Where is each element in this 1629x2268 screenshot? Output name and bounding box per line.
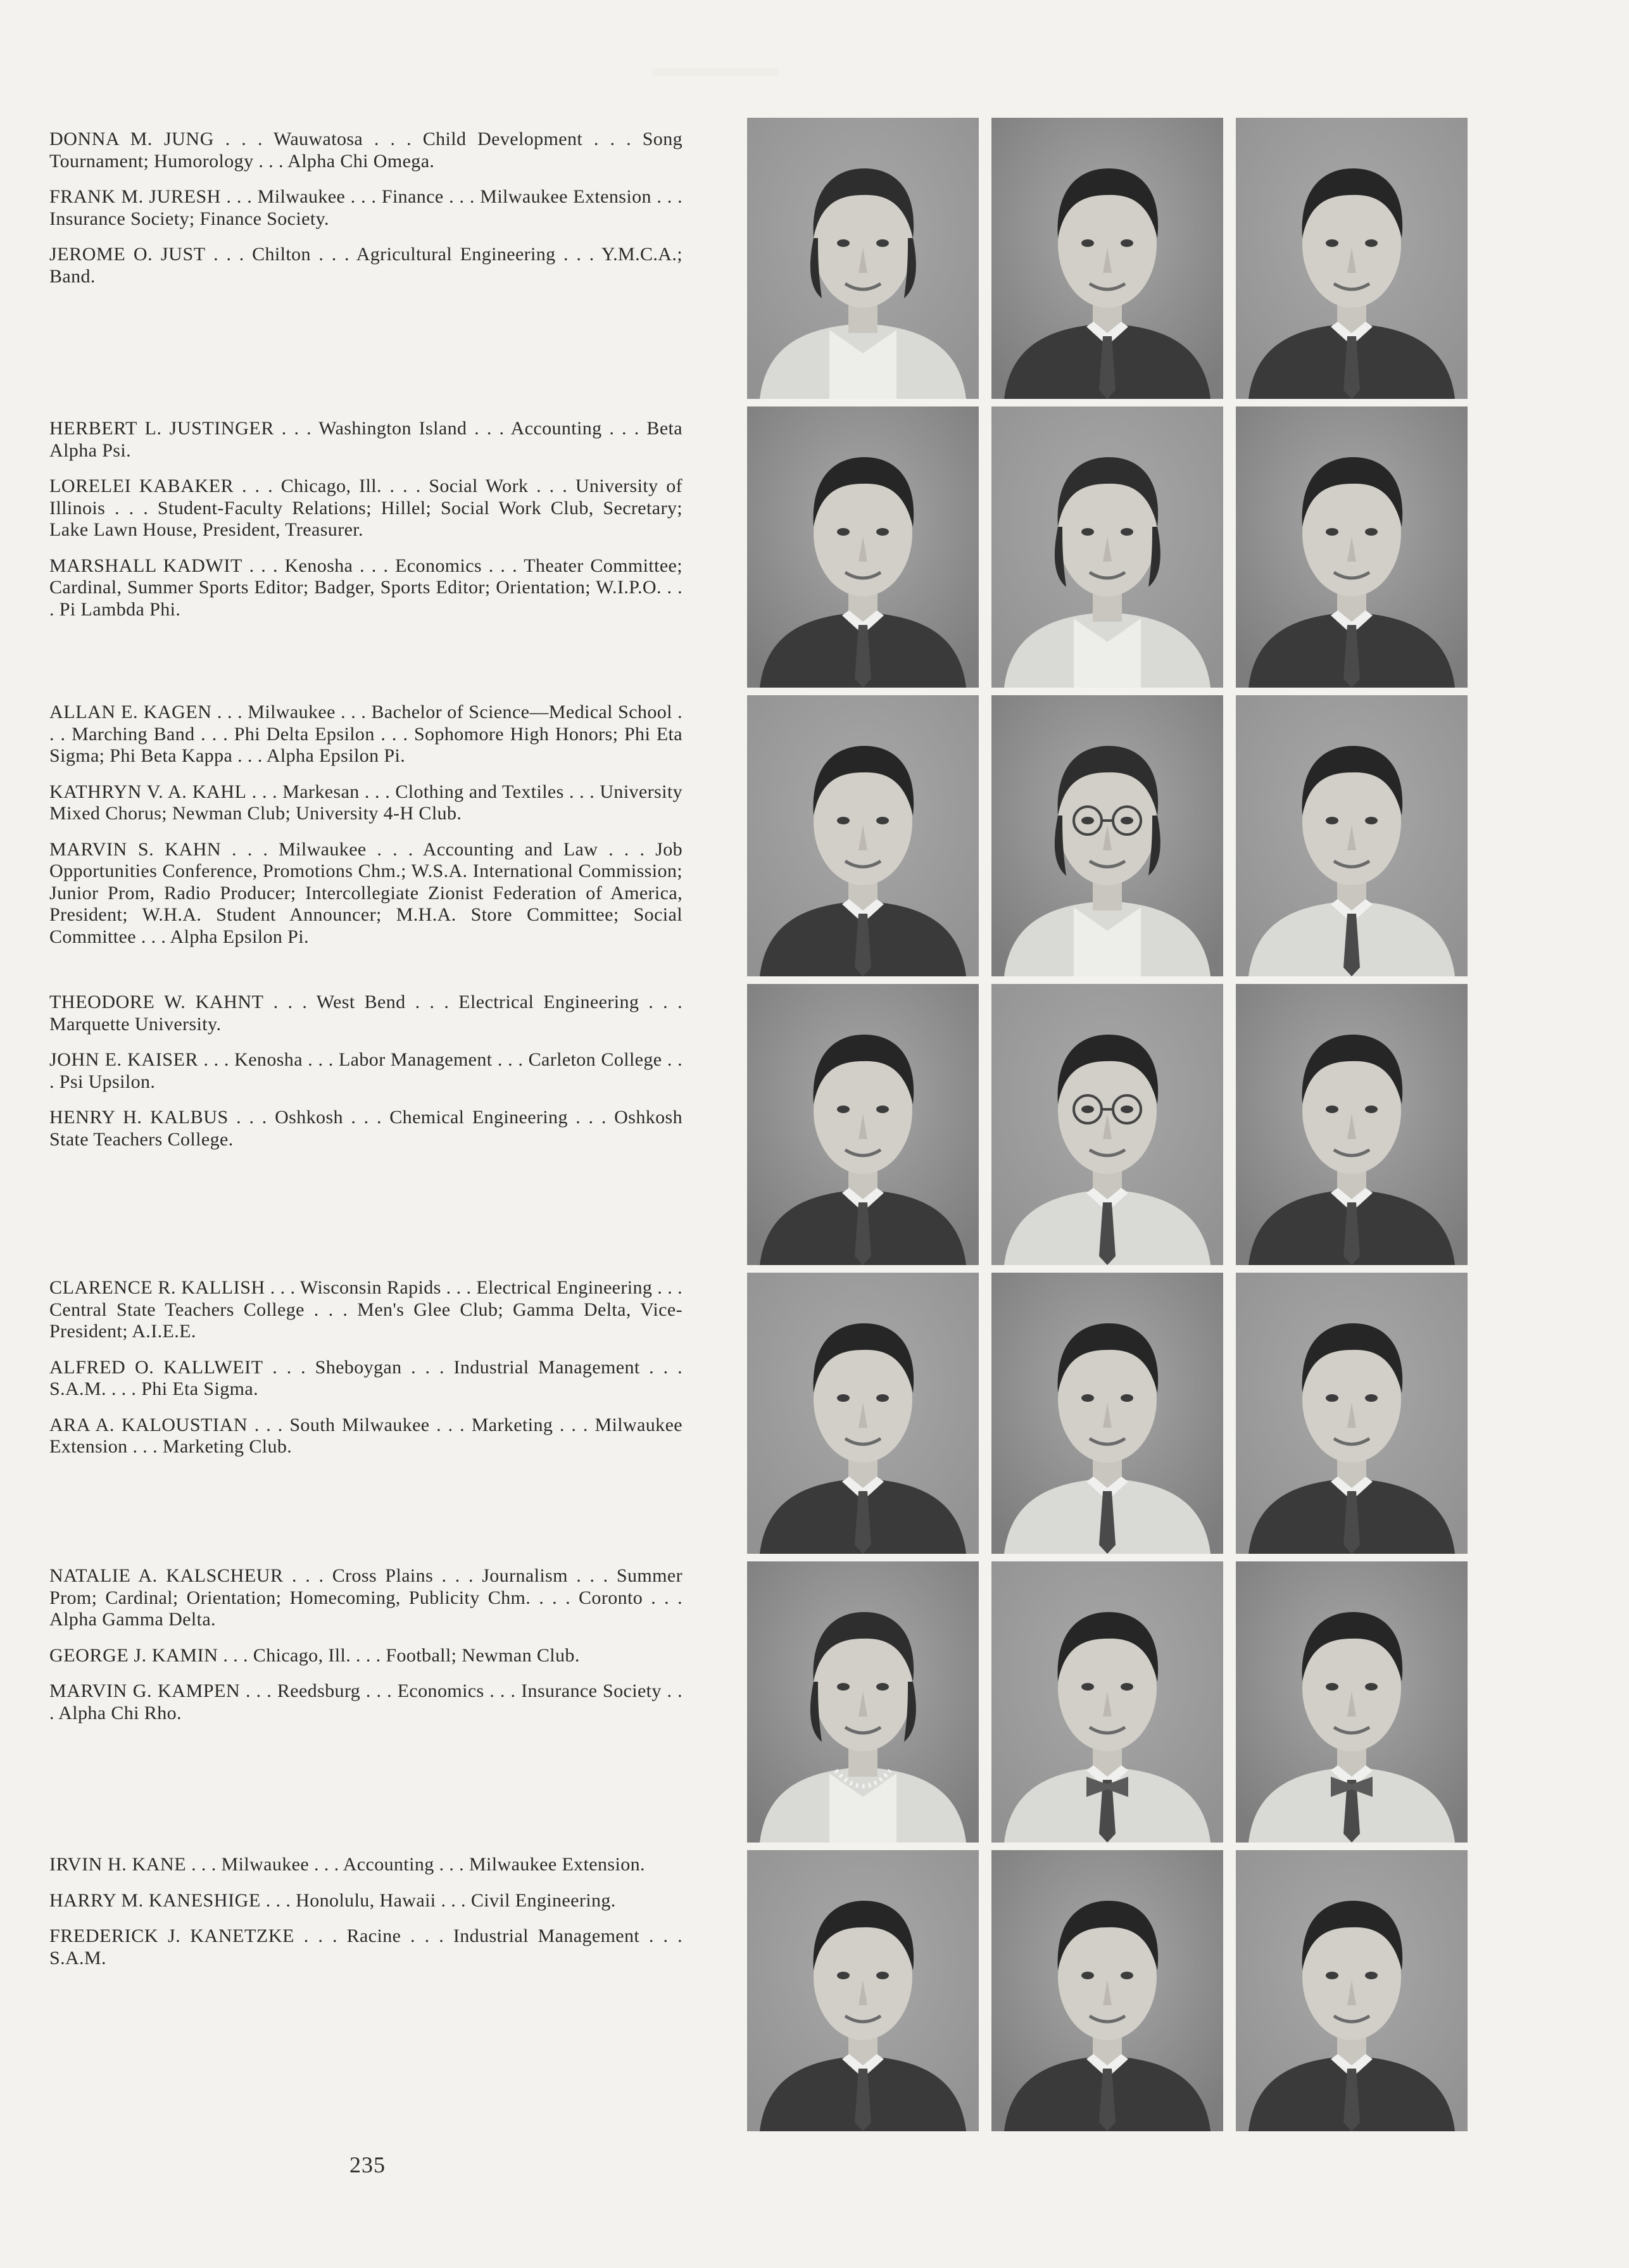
student-name: LORELEI KABAKER: [49, 476, 234, 496]
student-portrait: [1236, 1561, 1468, 1843]
bio-group-7: [49, 1854, 682, 1983]
student-portrait: [1236, 984, 1468, 1265]
student-portrait: [991, 984, 1223, 1265]
paper-smudge: [652, 68, 779, 76]
student-name: HENRY H. KALBUS: [49, 1107, 229, 1128]
student-portrait: [747, 118, 979, 399]
bio-entry: [49, 992, 682, 1035]
bio-group-1: [49, 129, 682, 301]
student-details: . . . Oshkosh . . . Chemical Engineering . . . Oshkosh State Teachers College.: [49, 1107, 682, 1150]
student-portrait: [747, 406, 979, 688]
student-portrait: [1236, 1273, 1468, 1554]
student-portrait: [1236, 695, 1468, 976]
student-name: ARA A. KALOUSTIAN: [49, 1414, 248, 1435]
student-name: FREDERICK J. KANETZKE: [49, 1925, 295, 1946]
student-details: . . . Markesan . . . Clothing and Textiles . . . University Mixed Chorus; Newman Club; University 4-H Club.: [49, 781, 683, 824]
student-details: . . . Milwaukee . . . Accounting . . . Milwaukee Extension.: [186, 1854, 645, 1875]
bio-entry: [49, 1854, 682, 1876]
student-portrait: [991, 695, 1223, 976]
student-details: . . . Kenosha . . . Labor Management . . . Carleton College . . . Psi Upsilon.: [49, 1049, 682, 1092]
student-name: DONNA M. JUNG: [49, 129, 214, 149]
student-details: . . . Honolulu, Hawaii . . . Civil Engineering.: [260, 1889, 616, 1911]
student-portrait: [991, 1273, 1223, 1554]
student-name: THEODORE W. KAHNT: [49, 992, 264, 1012]
student-name: NATALIE A. KALSCHEUR: [49, 1565, 284, 1586]
bio-entry: [49, 1680, 682, 1724]
student-details: . . . Cross Plains . . . Journalism . . . Summer Prom; Cardinal; Orientation; Homecoming, Publicity Chm. . . . Coronto . . . Alpha Gamma Delta.: [49, 1565, 682, 1630]
student-portrait: [747, 1273, 979, 1554]
bio-entry: [49, 781, 682, 825]
student-portrait: [1236, 118, 1468, 399]
student-portrait: [991, 1850, 1223, 2131]
student-name: GEORGE J. KAMIN: [49, 1644, 218, 1666]
student-details: . . . Kenosha . . . Economics . . . Theater Committee; Cardinal, Summer Sports Editor; Badger, Sports Editor; Orientation; W.I.P.O. . . . Pi Lambda Phi.: [49, 555, 682, 620]
student-details: . . . Washington Island . . . Accounting . . . Beta Alpha Psi.: [49, 418, 683, 461]
student-name: JEROME O. JUST: [49, 244, 206, 265]
page-number: 235: [349, 2152, 386, 2177]
student-portrait: [747, 1850, 979, 2131]
bio-group-4: [49, 992, 682, 1164]
bio-group-6: [49, 1565, 682, 1738]
student-portrait: [991, 406, 1223, 688]
bio-entry: [49, 129, 682, 172]
bio-entry: [49, 555, 682, 621]
student-portrait: [1236, 1850, 1468, 2131]
student-portrait: [991, 118, 1223, 399]
student-details: . . . Milwaukee . . . Finance . . . Milwaukee Extension . . . Insurance Society; Finance Society.: [49, 186, 683, 229]
student-name: ALFRED O. KALLWEIT: [49, 1356, 263, 1378]
student-name: CLARENCE R. KALLISH: [49, 1277, 265, 1298]
bio-group-3: [49, 702, 682, 962]
bio-entry: [49, 839, 682, 948]
student-name: MARSHALL KADWIT: [49, 555, 242, 576]
bio-entry: [49, 1565, 682, 1631]
student-details: . . . West Bend . . . Electrical Engineering . . . Marquette University.: [49, 992, 682, 1035]
bio-entry: [49, 186, 682, 230]
student-portrait: [747, 695, 979, 976]
student-name: ALLAN E. KAGEN: [49, 702, 212, 722]
student-portrait: [1236, 406, 1468, 688]
bio-entry: [49, 1890, 682, 1912]
student-details: . . . Sheboygan . . . Industrial Management . . . S.A.M. . . . Phi Eta Sigma.: [49, 1356, 682, 1399]
bio-entry: [49, 1107, 682, 1150]
bio-group-5: [49, 1277, 682, 1472]
student-details: . . . Wauwatosa . . . Child Development . . . Song Tournament; Humorology . . . Alpha Chi Omega.: [49, 129, 682, 172]
student-details: . . . Wisconsin Rapids . . . Electrical Engineering . . . Central State Teachers College . . . Men's Glee Club; Gamma Delta, Vice-President; A.I.E.E.: [49, 1277, 682, 1342]
bio-entry: [49, 1645, 682, 1667]
bio-group-2: [49, 418, 682, 634]
student-name: MARVIN S. KAHN: [49, 838, 222, 860]
student-name: JOHN E. KAISER: [49, 1049, 199, 1070]
student-portrait: [747, 984, 979, 1265]
bio-entry: [49, 1049, 682, 1093]
student-details: . . . South Milwaukee . . . Marketing . . . Milwaukee Extension . . . Marketing Club.: [49, 1414, 682, 1457]
bio-entry: [49, 702, 682, 767]
student-portrait: [991, 1561, 1223, 1843]
student-details: . . . Chicago, Ill. . . . Football; Newman Club.: [218, 1644, 580, 1666]
student-name: HERBERT L. JUSTINGER: [49, 418, 274, 439]
student-details: . . . Reedsburg . . . Economics . . . Insurance Society . . . Alpha Chi Rho.: [49, 1680, 683, 1723]
student-details: . . . Chicago, Ill. . . . Social Work . . . University of Illinois . . . Student-Faculty Relations; Hillel; Social Work Club, Secretary; Lake Lawn House, President, Treasurer.: [49, 476, 682, 540]
bio-entry: [49, 244, 682, 287]
student-details: . . . Milwaukee . . . Bachelor of Science—Medical School . . . Marching Band . . . Phi Delta Epsilon . . . Sophomore High Honors; Phi Eta Sigma; Phi Beta Kappa . . . Alpha Epsilon Pi.: [49, 702, 683, 766]
student-portrait: [747, 1561, 979, 1843]
student-name: FRANK M. JURESH: [49, 186, 222, 207]
student-details: . . . Milwaukee . . . Accounting and Law . . . Job Opportunities Conference, Promotions Chm.; W.S.A. International Commission; Junior Prom, Radio Producer; Intercollegiate Zionist Federation of America, President; W.H.A. Student Announcer; M.H.A. Store Committee; Social Committee . . . Alpha Epsilon Pi.: [49, 838, 682, 947]
bio-entry: [49, 1414, 682, 1458]
student-name: HARRY M. KANESHIGE: [49, 1889, 261, 1911]
bio-entry: [49, 1925, 682, 1969]
student-details: . . . Chilton . . . Agricultural Engineering . . . Y.M.C.A.; Band.: [49, 244, 682, 287]
bio-entry: [49, 1357, 682, 1401]
student-name: MARVIN G. KAMPEN: [49, 1680, 241, 1701]
student-details: . . . Racine . . . Industrial Management . . . S.A.M.: [49, 1925, 682, 1969]
student-name: IRVIN H. KANE: [49, 1854, 187, 1875]
bio-entry: [49, 418, 682, 462]
bio-entry: [49, 1277, 682, 1343]
student-name: KATHRYN V. A. KAHL: [49, 781, 247, 802]
bio-entry: [49, 476, 682, 541]
